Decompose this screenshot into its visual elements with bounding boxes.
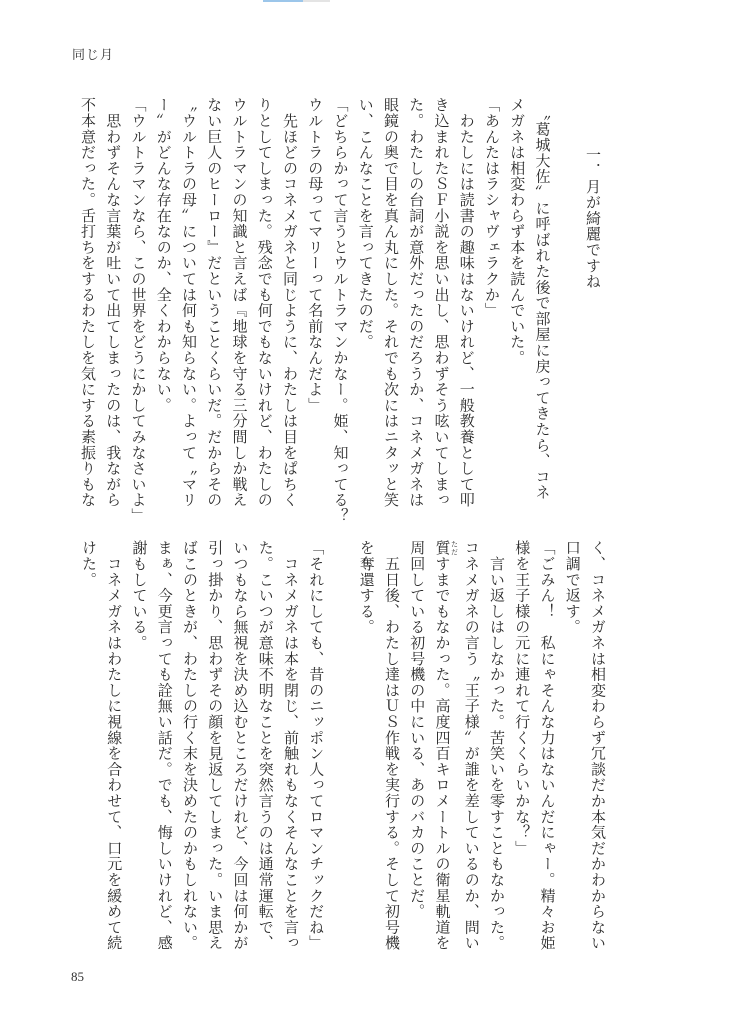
top-scroll-indicator [263, 0, 330, 2]
text-line: 思わずそんな言葉が吐いて出てしまったのは、我ながら [104, 97, 123, 508]
text-line: ない巨人のヒーロー』だということくらいだ。だからその [205, 97, 224, 508]
text-line: く、コネメガネは相変わらず冗談だか本気だかわからない [589, 540, 607, 951]
text-line: 眼鏡の奥で目を真ん丸にした。それでも次にはニタッと笑 [382, 97, 400, 508]
text-line: りとしてしまった。残念でも何でもないけれど、わたしの [255, 97, 274, 508]
text-line: き込まれたＳＦ小説を思い出し、思わずそう呟いてしまっ [432, 97, 451, 508]
ruby-word [433, 540, 459, 556]
text-line: 先ほどのコネメガネと同じように、わたしは目をぱちく [281, 97, 299, 508]
text-line: メガネは相変わらず本を読んでいた。 [508, 97, 527, 366]
top-scroll-indicator-active [263, 0, 303, 2]
text-line: 「あんたはラシャヴェラクか」 [483, 97, 501, 319]
upper-text-tier [75, 97, 605, 524]
text-line: わたしには読書の趣味はないけれど、一般教養として叩 [457, 97, 476, 508]
text-line: 「ウルトラマンなら、この世界をどうにかしてみなさいよ」 [129, 97, 148, 524]
text-line: 〝ウルトラの母〟については何も知らない。よって〝マリ [180, 97, 198, 508]
ruby-reading: ただ [450, 540, 459, 556]
text-line: 口調で返す。 [563, 540, 582, 635]
text-line: 〝葛城大佐〟に呼ばれた後で部屋に戻ってきたら、コネ [533, 97, 552, 501]
lower-text-tier [76, 540, 610, 952]
text-line: い、こんなことを言ってきたのだ。 [356, 97, 375, 350]
running-head: 同じ月 [72, 48, 115, 63]
text-line: コネメガネの言う〝王子様〟が誰を差しているのか、問い [462, 540, 481, 951]
text-line: ー〟がどんな存在なのか、全くわからない。 [154, 97, 173, 413]
ruby-base: 質 [433, 540, 452, 556]
text-line: けた。 [80, 540, 98, 588]
text-line: 謝もしている。 [130, 540, 149, 651]
blank-column [328, 540, 353, 952]
text-line: 「どちらかって言うとウルトラマンかなー。姫、知ってる？ [331, 97, 350, 524]
text-line: 言い返しはしなかった。苦笑いを零すこともなかった。 [488, 540, 506, 951]
page-number: 85 [71, 969, 84, 984]
text-line: た。わたしの台詞が意外だったのだろうか、コネメガネは [407, 97, 426, 508]
text-line: た。こいつが意味不明なことを突然言うのは通常運転で、 [256, 540, 275, 951]
text-line: を奪還する。 [357, 540, 376, 635]
text-line: 様を王子様の元に連れて行くくらいかな？」 [513, 540, 532, 856]
text-line: 「ごみん！ 私にゃそんな力はないんだにゃー。精々お姫 [538, 540, 557, 951]
blank-column [555, 97, 580, 509]
text-line: 周回している初号機の中にいる、あのバカのことだ。 [408, 540, 427, 920]
text-line-with-ruby [429, 540, 458, 952]
text-line: 五日後、わたし達はＵＳ作戦を実行する。そして初号機 [383, 540, 401, 951]
text-line: いつもなら無視を決め込むところだけれど、今回は何かが [231, 540, 250, 951]
text-line-rest: すまでもなかった。高度四百キロメートルの衛星軌道を [433, 555, 452, 951]
text-line: 「それにしても、昔のニッポン人ってロマンチックだね」 [307, 540, 326, 951]
text-line: ウルトラマンの知識と言えば『地球を守る三分間しか戦え [230, 97, 249, 508]
text-line: 引っ掛かり、思わずその顔を見返してしまった。いま思え [206, 540, 225, 951]
chapter-heading: 一．月が綺麗ですね [584, 147, 602, 290]
text-line: コネメガネは本を閉じ、前触れもなくそんなことを言っ [282, 540, 300, 951]
text-line: ウルトラの母ってマリーって名前なんだよ」 [306, 97, 325, 413]
text-line: 不本意だった。舌打ちをするわたしを気にする素振りもな [79, 97, 97, 508]
text-line: コネメガネはわたしに視線を合わせて、口元を緩めて続 [105, 540, 124, 951]
text-line: ばこのときが、わたしの行く末を決めたのかもしれない。 [181, 540, 199, 951]
text-line: まぁ、今更言っても詮無い話だ。でも、悔しいけれど、感 [155, 540, 174, 951]
